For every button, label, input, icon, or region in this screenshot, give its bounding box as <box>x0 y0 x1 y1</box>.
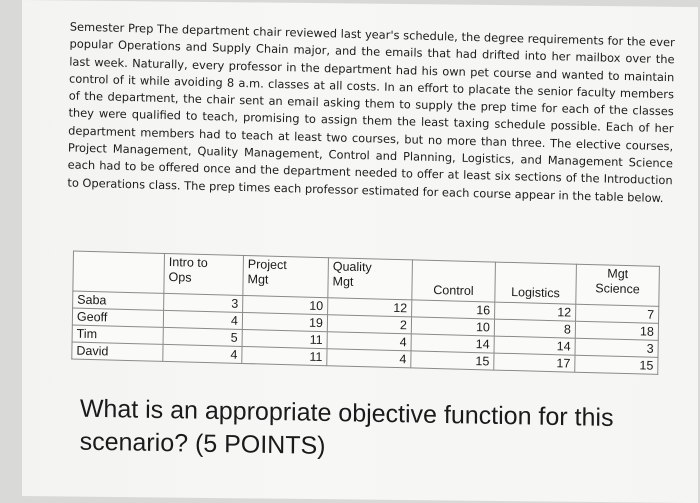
prep-time-cell: 11 <box>242 329 327 348</box>
prep-time-cell: 10 <box>243 295 328 314</box>
prep-time-cell: 8 <box>494 319 575 338</box>
header-project-mgt <box>243 255 329 297</box>
header-line: Project <box>247 257 287 273</box>
prep-time-cell: 4 <box>163 344 242 363</box>
professor-name: Geoff <box>72 308 163 327</box>
prep-time-cell: 4 <box>327 332 411 351</box>
prep-time-cell: 3 <box>164 293 243 312</box>
professor-name: Tim <box>72 325 163 344</box>
header-corner-cell <box>73 251 165 293</box>
prep-time-cell: 10 <box>411 317 494 336</box>
prep-time-cell: 11 <box>242 346 327 365</box>
header-line: Logistics <box>511 285 560 301</box>
prep-time-cell: 14 <box>494 336 575 355</box>
header-intro-to-ops <box>164 253 244 295</box>
header-line: Science <box>595 281 640 297</box>
prep-time-cell: 14 <box>411 334 494 353</box>
prep-time-cell: 12 <box>328 298 412 317</box>
header-line: Ops <box>168 270 192 285</box>
prep-time-cell: 2 <box>327 315 411 334</box>
prep-time-cell: 18 <box>575 321 658 340</box>
prep-time-table-container <box>71 251 660 375</box>
header-control <box>412 260 496 302</box>
prep-time-cell: 19 <box>242 312 327 331</box>
header-line: Intro to <box>168 255 208 271</box>
prep-time-cell: 7 <box>576 304 659 323</box>
prep-time-cell: 3 <box>575 338 658 357</box>
header-line: Mgt <box>247 272 269 287</box>
professor-name: Saba <box>73 291 164 310</box>
prep-time-cell: 5 <box>163 327 242 346</box>
prep-time-cell: 15 <box>411 351 494 370</box>
header-quality-mgt <box>328 258 413 300</box>
document-page <box>22 0 698 503</box>
question-text: What is an appropriate objective function for this scenario? (5 POINTS) <box>79 394 614 460</box>
prep-time-cell: 12 <box>495 302 576 321</box>
problem-statement: Semester Prep The department chair reviewed last year's schedule, the degree requirements for the ever popular Operations and Supply Chain major, and the emails that had drifted into her mailbox over the last week. Naturally, every professor in the department had his own pet course and wanted to maintain control of it while avoiding 8 a.m. classes at all costs. In an effort to placate the senior faculty members of the department, the chair sent an email asking them to supply the prep time for each of the classes they were qualified to teach, promising to assign them the least taxing schedule possible. Each of her department members had to teach at least two courses, but no more than three. The elective courses, Project Management, Quality Management, Control and Planning, Logistics, and Management Science each had to be offered once and the department needed to offer at least six sections of the Introduction to Operations class. The prep times each professor estimated for each course appear in the table below. <box>67 19 675 205</box>
header-line: Quality <box>332 259 372 275</box>
header-logistics <box>495 262 577 304</box>
prep-time-cell: 4 <box>163 310 242 329</box>
professor-name: David <box>72 342 163 361</box>
prep-time-table <box>71 251 660 375</box>
header-line: Control <box>433 282 474 299</box>
prep-time-cell: 15 <box>575 355 658 374</box>
prep-time-cell: 16 <box>412 300 495 319</box>
header-mgt-science <box>576 264 660 306</box>
prep-time-cell: 4 <box>327 349 411 368</box>
header-line: Mgt <box>607 266 629 282</box>
prep-time-cell: 17 <box>494 353 575 372</box>
header-line: Mgt <box>332 274 354 289</box>
